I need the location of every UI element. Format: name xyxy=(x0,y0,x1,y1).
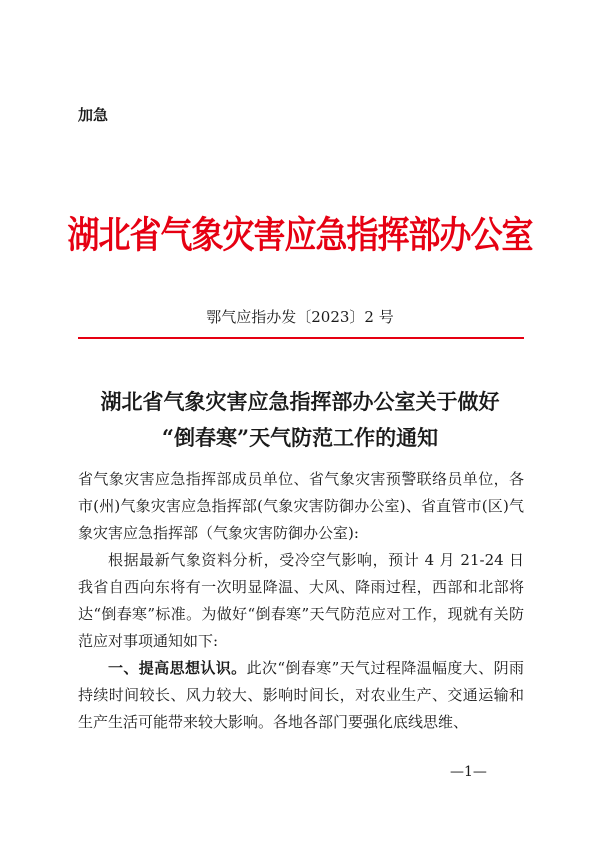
section-1-heading: 一、提高思想认识。 xyxy=(108,659,247,677)
section-1-text: 此次“倒春寒”天气过程降温幅度大、阴雨持续时间较长、风力较大、影响时间长，对农业生产、交通运输和生产生活可能带来较大影响。各地各部门要强化底线思维、 xyxy=(78,659,524,731)
page-number: —1— xyxy=(450,764,487,780)
section-1-paragraph xyxy=(78,655,524,736)
red-divider-line xyxy=(78,337,524,339)
document-number: 鄂气应指办发〔2023〕2 号 xyxy=(206,308,394,326)
document-title xyxy=(0,384,600,456)
urgency-label: 加急 xyxy=(78,106,109,124)
title-line-1: 湖北省气象灾害应急指挥部办公室关于做好 xyxy=(100,389,500,414)
document-body xyxy=(78,466,524,736)
recipients-paragraph: 省气象灾害应急指挥部成员单位、省气象灾害预警联络员单位，各市(州)气象灾害应急指挥部(气象灾害防御办公室)、省直管市(区)气象灾害应急指挥部（气象灾害防御办公室): xyxy=(78,470,524,542)
title-line-2: “倒春寒”天气防范工作的通知 xyxy=(161,425,439,450)
intro-paragraph: 根据最新气象资料分析，受冷空气影响，预计 4 月 21-24 日我省自西向东将有一次明显降温、大风、降雨过程，西部和北部将达“倒春寒”标准。为做好“倒春寒”天气防范应对工作，现就有关防范应对事项通知如下: xyxy=(78,551,524,650)
issuing-office-header: 湖北省气象灾害应急指挥部办公室 xyxy=(67,212,533,257)
